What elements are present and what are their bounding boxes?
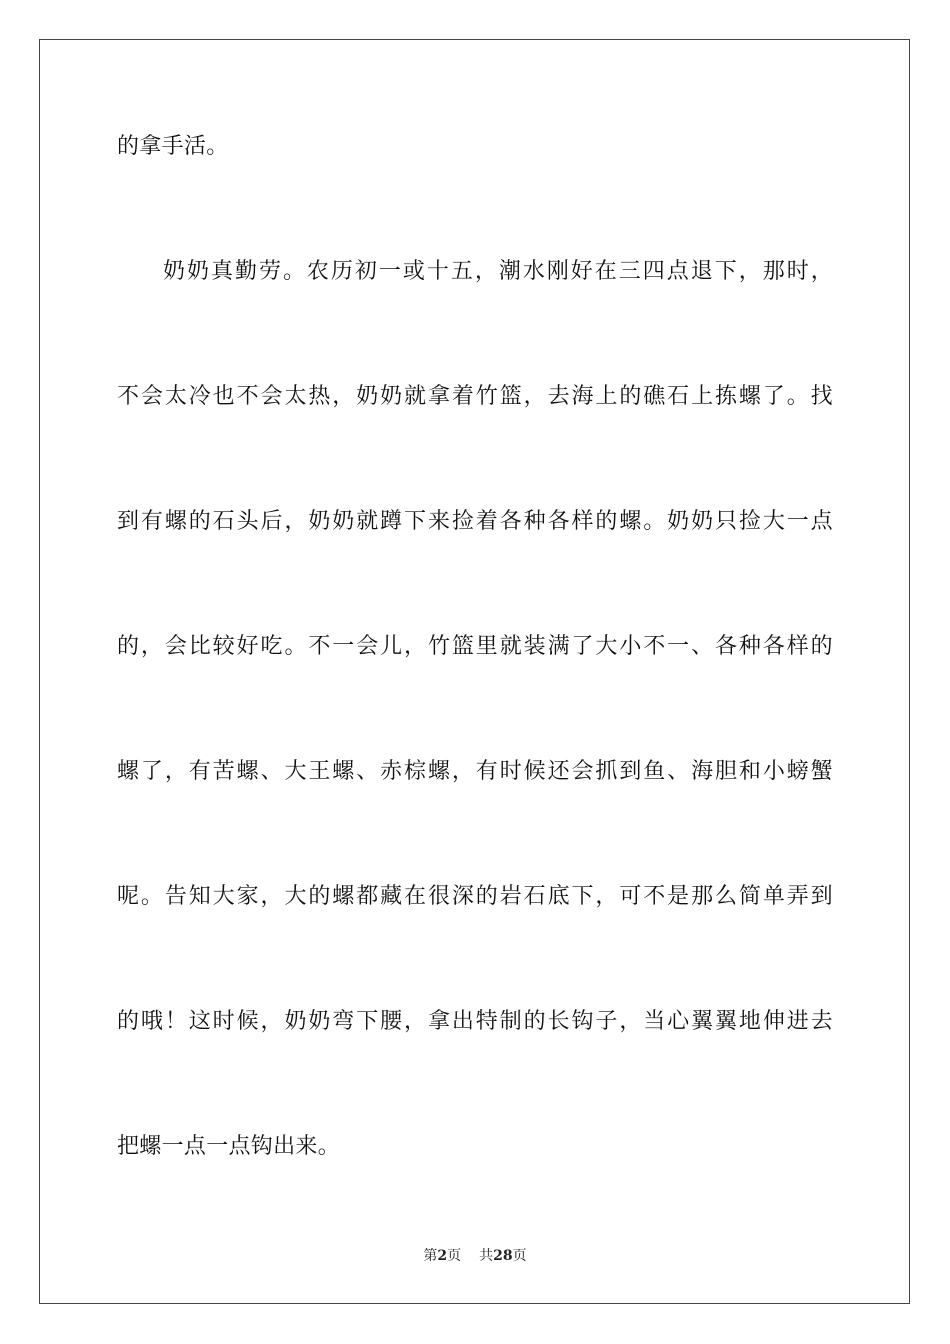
text-line-8: 的哦！这时候，奶奶弯下腰，拿出特制的长钩子，当心翼翼地伸进去 — [117, 1009, 833, 1034]
page-footer — [0, 1246, 950, 1266]
text-line-2: 奶奶真勤劳。农历初一或十五，潮水刚好在三四点退下，那时， — [163, 259, 833, 284]
page-suffix: 页 — [447, 1248, 462, 1264]
text-line-3: 不会太冷也不会太热，奶奶就拿着竹篮，去海上的礁石上拣螺了。找 — [117, 384, 833, 409]
text-line-6: 螺了，有苦螺、大王螺、赤棕螺，有时候还会抓到鱼、海胆和小螃蟹 — [117, 759, 833, 784]
text-line-5: 的，会比较好吃。不一会儿，竹篮里就装满了大小不一、各种各样的 — [117, 634, 833, 659]
text-line-1: 的拿手活。 — [117, 134, 229, 159]
page-prefix: 第 — [423, 1248, 438, 1264]
text-line-9: 把螺一点一点钩出来。 — [117, 1134, 341, 1159]
total-suffix: 页 — [512, 1248, 527, 1264]
total-prefix: 共 — [479, 1248, 494, 1264]
text-line-4: 到有螺的石头后，奶奶就蹲下来捡着各种各样的螺。奶奶只捡大一点 — [117, 509, 833, 534]
total-pages: 28 — [493, 1248, 513, 1264]
page-number: 2 — [437, 1248, 448, 1264]
text-line-7: 呢。告知大家，大的螺都藏在很深的岩石底下，可不是那么简单弄到 — [117, 884, 833, 909]
page-frame — [39, 39, 910, 1304]
